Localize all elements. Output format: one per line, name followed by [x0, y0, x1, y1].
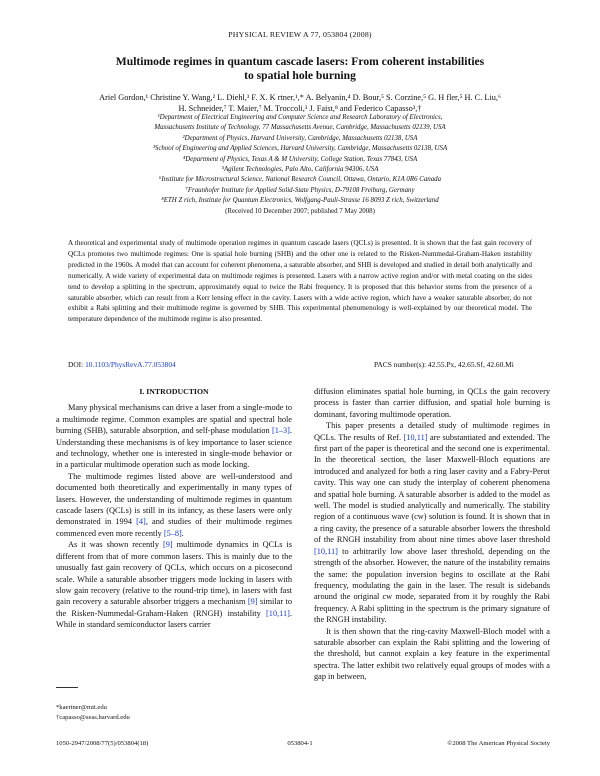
- doi-link[interactable]: 10.1103/PhysRevA.77.053804: [85, 360, 176, 369]
- journal-header: PHYSICAL REVIEW A 77, 053804 (2008): [228, 30, 372, 39]
- section-heading: I. INTRODUCTION: [139, 387, 209, 396]
- left-column: [56, 387, 292, 631]
- footer-code: 1050-2947/2008/77(5)/053804(18): [56, 740, 149, 747]
- affiliation: ¹Department of Electrical Engineering and Computer Science and Research Laboratory of Electronics,: [157, 114, 443, 121]
- citation-link[interactable]: [10,11]: [314, 546, 338, 556]
- title-line: Multimode regimes in quantum cascade lasers: From coherent instabilities: [115, 55, 485, 68]
- footnote-email[interactable]: *kaertner@mit.edu: [56, 704, 107, 711]
- paper-title: [60, 55, 540, 83]
- affiliation: ²Department of Physics, Harvard University, Cambridge, Massachusetts 02138, USA: [182, 134, 418, 142]
- citation-link[interactable]: [4]: [136, 517, 146, 527]
- paragraph: The multimode regimes listed above are well-understood and documented both theoretically and experimentally in many types of lasers. However, the understanding of multimode regimes in quantum cascade lasers (QCLs) is still in its infancy, as these lasers were only demonstrated in 1994 [4], and studies of their multimode regimes commenced even more recently [5–8].: [56, 471, 292, 538]
- affiliation: ⁵Agilent Technologies, Palo Alto, California 94306, USA: [221, 166, 379, 174]
- affiliation: ⁴Department of Physics, Texas A & M University, College Station, Texas 77843, USA: [182, 155, 418, 163]
- author-list: [30, 92, 570, 114]
- doi: [68, 360, 176, 369]
- author-line: Ariel Gordon,¹ Christine Y. Wang,² L. Diehl,³ F. X. K rtner,¹,* A. Belyanin,⁴ D. Bour,⁵ S. Corzine,⁵ G. H fler,⁵ H. C. Liu,⁶: [99, 93, 501, 102]
- affiliation: Massachusetts Institute of Technology, 77 Massachusetts Avenue, Cambridge, Massachusetts 02139, USA: [154, 124, 446, 132]
- affiliation: ⁶Institute for Microstructural Science, National Research Council, Ottawa, Ontario, K1A 0R6 Canada: [158, 176, 442, 184]
- citation-link[interactable]: [10,11]: [266, 608, 290, 618]
- footnotes: [56, 703, 130, 723]
- pacs-numbers: PACS number(s): 42.55.Px, 42.65.Sf, 42.60.Mi: [374, 360, 514, 369]
- right-column: [314, 386, 550, 683]
- citation-link[interactable]: [10,11]: [403, 432, 428, 442]
- citation-link[interactable]: [9]: [162, 540, 173, 550]
- copyright: ©2008 The American Physical Society: [447, 740, 550, 747]
- paragraph: As it was shown recently [9] multimode dynamics in QCLs is different from that of more common lasers. This is mainly due to the unusually fast gain recovery of QCLs, which occurs on a picosecond scale. While a saturable absorber triggers mode locking in lasers with slow gain recovery (relative to the round-trip time), in lasers with fast gain recovery a saturable absorber triggers a mechanism [9] similar to the Risken-Nummedal-Graham-Haken (RNGH) instability [10,11]. While in standard semiconductor lasers carrier: [56, 540, 292, 630]
- citation-link[interactable]: [1–3]: [271, 426, 290, 436]
- citation-link[interactable]: [5–8]: [163, 528, 182, 538]
- page-number: 053804-1: [287, 740, 313, 747]
- paragraph: Many physical mechanisms can drive a laser from a single-mode to a multimode regime. Common examples are spatial and spectral hole burning (SHB), saturable absorption, and self-phase modulation [1–3]. Understanding these mechanisms is of key importance to laser science and technology, whether one is interested in single-mode behavior or in a particular multimode operation such as mode locking.: [56, 403, 292, 470]
- abstract: A theoretical and experimental study of multimode operation regimes in quantum cascade lasers (QCLs) is presented. It is shown that the fast gain recovery of QCLs promotes two multimode regimes: One is spatial hole burning (SHB) and the other one is related to the Risken-Nummedal-Graham-Haken instability predicted in the 1960s. A model that can account for coherent phenomena, a saturable absorber, and SHB is developed and studied in detail both analytically and numerically. A wide variety of experimental data on multimode regimes is presented. Lasers with a narrow active region and/or with metal coating on the sides tend to develop a splitting in the spectrum, approximately equal to twice the Rabi frequency. It is proposed that this behavior stems from the presence of a saturable absorber, which can result from a Kerr lensing effect in the cavity. Lasers with a wide active region, which have a weaker saturable absorber, do not exhibit a Rabi splitting and their multimode regime is governed by SHB. This experimental phenomenology is well-explained by our theoretical model. The temperature dependence of the multimode regime is also presented.: [68, 239, 532, 324]
- affiliation: ⁸ETH Z rich, Institute for Quantum Electronics, Wolfgang-Pauli-Strasse 16 8093 Z rich, Switzerland: [161, 197, 439, 205]
- affiliation: ⁷Fraunhofer Institute for Applied Solid-State Physics, D-79108 Freiburg, Germany: [185, 186, 415, 194]
- citation-link[interactable]: [9]: [247, 597, 258, 607]
- footnote-rule: [56, 687, 78, 688]
- title-line: to spatial hole burning: [244, 69, 356, 82]
- affiliation: ³School of Engineering and Applied Sciences, Harvard University, Cambridge, Massachusetts 02138, USA: [152, 145, 448, 153]
- affiliations: [40, 113, 560, 217]
- paragraph: This paper presents a detailed study of multimode regimes in QCLs. The results of Ref. [10,11] are substantiated and extended. The first part of the paper is theoretical and the second one is experimental. In the theoretical section, the laser Maxwell-Bloch equations are introduced and analyzed for both a ring laser cavity and a Fabry-Perot cavity. This way one can study the interplay of coherent phenomena and spatial hole burning. A saturable absorber is added to the model as well. The model is studied analytically and numerically. The stability region of a continuous wave (cw) solution is found. It is shown that in a ring cavity, the presence of a saturable absorber lowers the threshold of the RNGH instability from about nine times above laser threshold [10,11] to arbitrarily low above laser threshold, depending on the strength of the absorber. However, the nature of the instability remains the same: the population inversion begins to oscillate at the Rabi frequency, modulating the gain in the laser. The result is sidebands around the original cw mode, separated from it by roughly the Rabi frequency. A Rabi splitting in the spectrum is the primary signature of the RNGH instability.: [314, 421, 550, 625]
- author-line: H. Schneider,⁷ T. Maier,⁷ M. Troccoli,³ J. Faist,⁸ and Federico Capasso³,†: [178, 104, 422, 113]
- paragraph: It is then shown that the ring-cavity Maxwell-Bloch model with a saturable absorber can explain the Rabi splitting and the lowering of the threshold, but cannot explain a key feature in the experimental spectra. The latter exhibit two relatively equal groups of modes with a gap in between,: [314, 626, 550, 682]
- paragraph: diffusion eliminates spatial hole burning, in QCLs the gain recovery process is faster than carrier diffusion, and spatial hole burning is dominant, favoring multimode operation.: [314, 387, 550, 419]
- doi-label: DOI:: [68, 360, 84, 369]
- received-published-dates: (Received 10 December 2007; published 7 May 2008): [225, 207, 375, 215]
- footnote-email[interactable]: †capasso@seas.harvard.edu: [56, 714, 130, 721]
